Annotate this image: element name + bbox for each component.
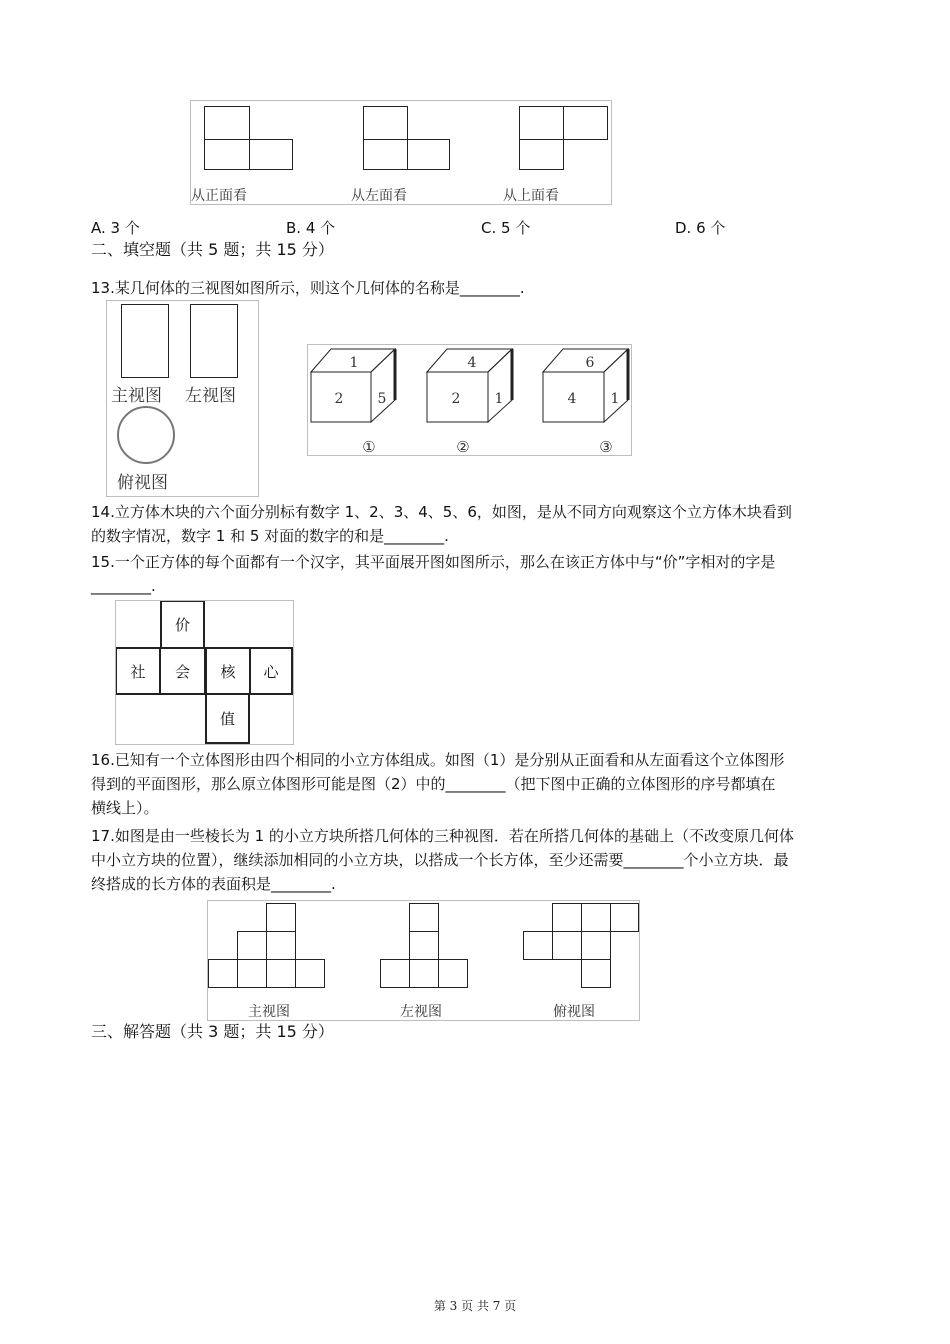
q12-front-cell <box>204 106 250 140</box>
q12-front-cell <box>204 139 250 170</box>
cube-1-side: 5 <box>377 391 387 407</box>
q17-front-cell <box>266 959 296 988</box>
q17-views-figure <box>207 900 640 1021</box>
q17-line1: 17.如图是由一些棱长为 1 的小立方块所搭几何体的三种视图．若在所搭几何体的基础上（不改变原几何体 <box>91 827 794 845</box>
q17-top-cell <box>581 903 611 932</box>
q13-text: 13.某几何体的三视图如图所示，则这个几何体的名称是________. <box>91 279 525 297</box>
q13-label-front: 主视图 <box>111 386 162 406</box>
q12-top-cell <box>563 106 608 140</box>
q16-line1: 16.已知有一个立体图形由四个相同的小立方体组成。如图（1）是分别从正面看和从左面看这个立体图形 <box>91 751 785 769</box>
cube-3-side: 1 <box>610 391 620 407</box>
q17-top-cell <box>552 931 582 960</box>
q14-cubes-figure <box>307 344 632 456</box>
q14-line2: 的数字情况，数字 1 和 5 对面的数字的和是________. <box>91 527 449 545</box>
q12-views-figure <box>190 100 612 205</box>
q17-top-cell <box>552 903 582 932</box>
section-3-title: 三、解答题（共 3 题；共 15 分） <box>91 1022 334 1041</box>
net-char: 值 <box>219 710 235 728</box>
net-cell-row-1 <box>116 647 160 695</box>
net-char: 价 <box>174 616 190 634</box>
q14-line1: 14.立方体木块的六个面分别标有数字 1、2、3、4、5、6，如图，是从不同方向观察这个立方体木块看到 <box>91 503 792 521</box>
cube-2-side: 1 <box>494 391 504 407</box>
cube-1-top: 1 <box>349 355 359 371</box>
q12-label-left: 从左面看 <box>351 188 407 204</box>
option-d: D. 6 个 <box>675 219 726 237</box>
q17-front-cell <box>266 903 296 932</box>
q17-front-cell <box>208 959 238 988</box>
q12-left-cell <box>363 139 408 170</box>
q17-front-cell <box>295 959 325 988</box>
q12-left-cell <box>363 106 408 140</box>
net-char: 心 <box>263 662 279 681</box>
net-cell-row-3 <box>205 647 250 695</box>
q17-label-left: 左视图 <box>400 1004 442 1020</box>
cube-2-label: ② <box>456 438 470 455</box>
q17-top-cell <box>581 959 611 988</box>
q17-left-cell <box>380 959 410 988</box>
q14-cubes-svg <box>308 345 631 455</box>
q12-left-cell <box>407 139 450 170</box>
q17-left-cell <box>438 959 468 988</box>
page-footer: 第 3 页 共 7 页 <box>433 1299 517 1313</box>
section-2-title: 二、填空题（共 5 题；共 15 分） <box>91 240 334 259</box>
q17-left-cell <box>409 959 439 988</box>
net-char: 社 <box>130 662 146 681</box>
net-cell-bottom <box>205 695 250 744</box>
q15-line1: 15.一个正方体的每个面都有一个汉字，其平面展开图如图所示，那么在该正方体中与“价”字相对的字是 <box>91 553 776 571</box>
q13-front-rect <box>121 304 169 378</box>
net-cell-row-4 <box>250 647 293 695</box>
q12-front-cell <box>249 139 293 170</box>
q16-line3: 横线上）。 <box>91 799 159 817</box>
option-b: B. 4 个 <box>286 219 336 237</box>
q13-label-top: 俯视图 <box>117 473 168 493</box>
q13-top-circle <box>117 406 175 464</box>
q16-line2: 得到的平面图形，那么原立体图形可能是图（2）中的________（把下图中正确的立体图形的序号都填在 <box>91 775 776 793</box>
cube-3-top: 6 <box>585 355 595 371</box>
q13-views-figure <box>106 300 259 497</box>
option-c: C. 5 个 <box>481 219 531 237</box>
q12-label-front: 从正面看 <box>191 188 247 204</box>
q12-label-top: 从上面看 <box>503 188 559 204</box>
net-char: 会 <box>174 662 190 681</box>
cube-1-label: ① <box>362 438 376 455</box>
net-char: 核 <box>220 662 236 681</box>
q15-net-figure <box>115 600 294 745</box>
q17-label-front: 主视图 <box>248 1004 290 1020</box>
q17-front-cell <box>237 959 267 988</box>
q13-label-left: 左视图 <box>185 386 236 406</box>
q17-front-cell <box>237 931 267 960</box>
cube-3-label: ③ <box>599 438 613 455</box>
q17-line3: 终搭成的长方体的表面积是________. <box>91 875 336 893</box>
option-a: A. 3 个 <box>91 219 140 237</box>
q17-line2: 中小立方块的位置），继续添加相同的小立方块，以搭成一个长方体，至少还需要________个小立方块．最 <box>91 851 789 869</box>
q12-top-cell <box>519 139 564 170</box>
q17-label-top: 俯视图 <box>553 1004 595 1020</box>
cube-1-front: 2 <box>334 391 344 407</box>
net-cell-top <box>160 601 205 647</box>
q15-line2: ________. <box>91 577 156 595</box>
q17-front-cell <box>266 931 296 960</box>
cube-2-top: 4 <box>467 355 477 371</box>
q17-top-cell <box>581 931 611 960</box>
net-cell-row-2 <box>160 647 205 695</box>
q13-left-rect <box>190 304 238 378</box>
q17-left-cell <box>409 931 439 960</box>
cube-2-front: 2 <box>451 391 461 407</box>
q17-top-cell <box>523 931 553 960</box>
q17-top-cell <box>610 903 639 932</box>
q12-top-cell <box>519 106 564 140</box>
cube-3-front: 4 <box>567 391 577 407</box>
q17-left-cell <box>409 903 439 932</box>
